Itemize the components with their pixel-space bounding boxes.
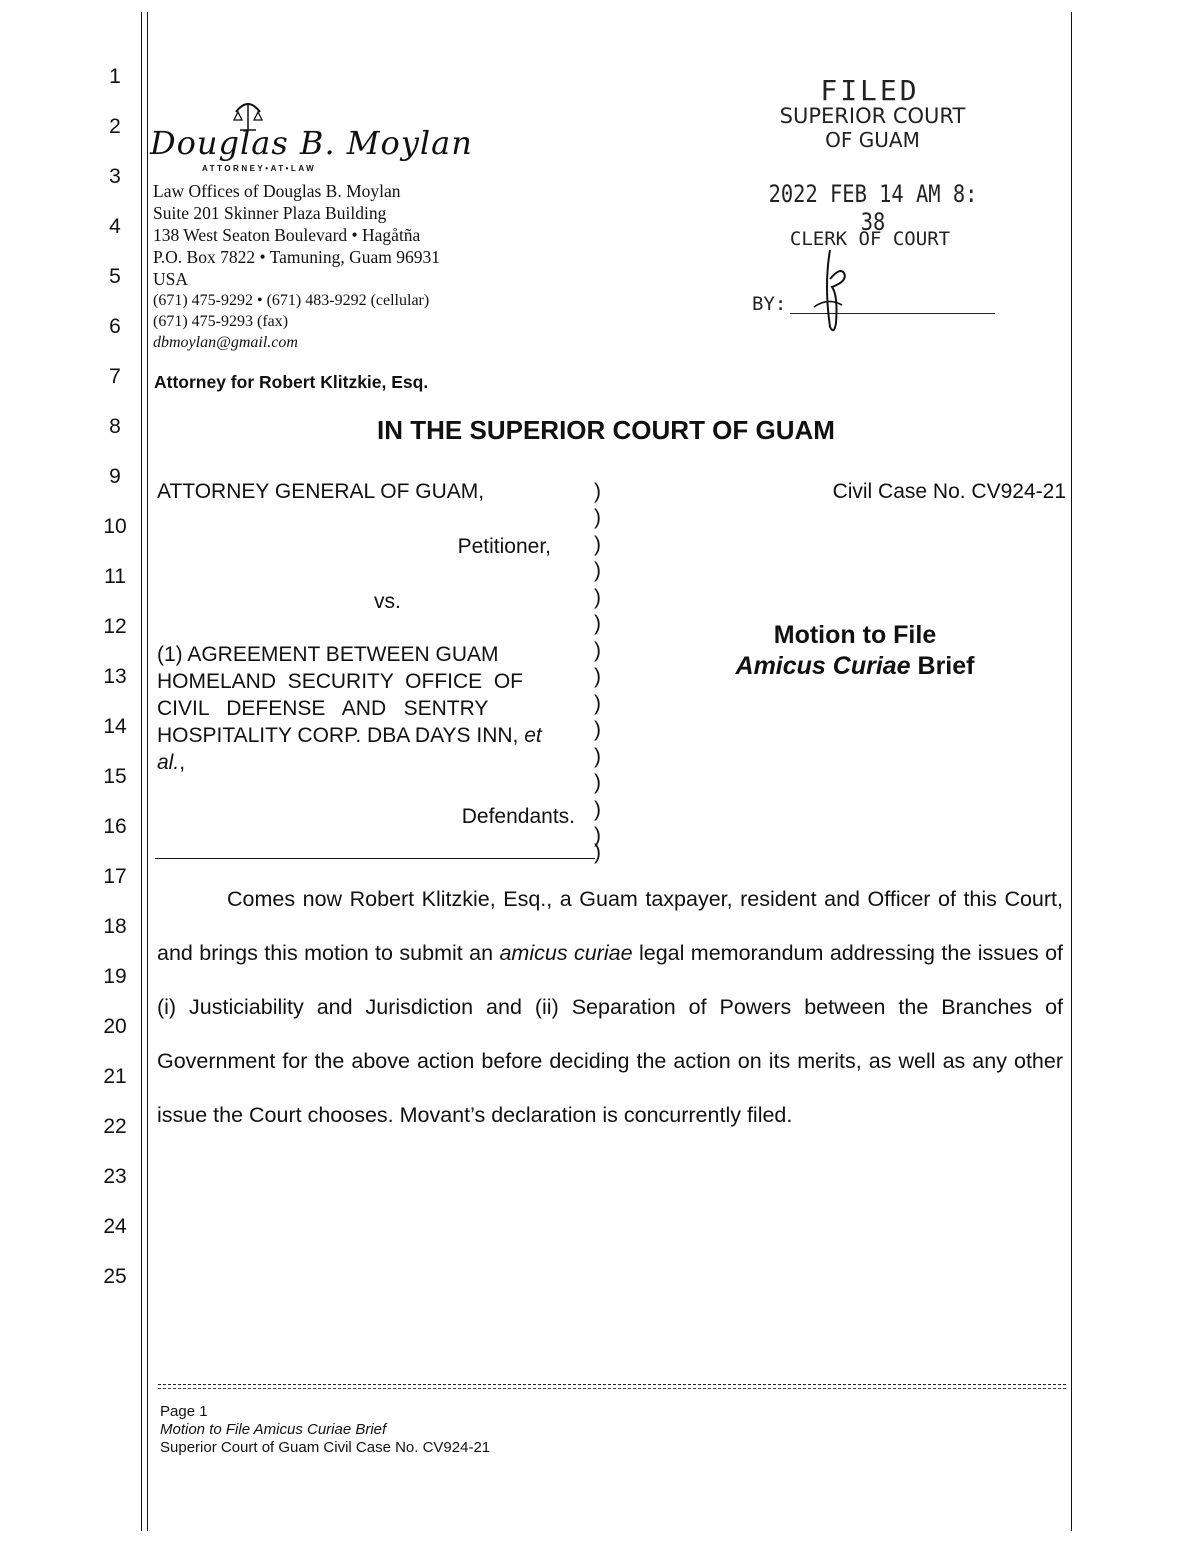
body-text-part: Comes now Robert Klitzkie, Esq., a Guam taxpayer, resident and Officer of this Court, and brings this motion to submit an — [157, 887, 1063, 965]
office-name: Law Offices of Douglas B. Moylan — [153, 181, 401, 201]
line-number: 20 — [103, 1015, 127, 1038]
line-number: 13 — [103, 665, 127, 688]
footer-rule-2 — [158, 1388, 1066, 1389]
logo-subtitle: ATTORNEY•AT•LAW — [202, 164, 317, 173]
stamp-clerk: CLERK OF COURT — [789, 228, 951, 250]
left-margin-rule-1 — [141, 12, 142, 1531]
caption-underline — [155, 858, 595, 859]
fax-number: (671) 475-9293 (fax) — [153, 313, 289, 330]
line-number: 21 — [103, 1065, 127, 1088]
line-number: 3 — [109, 165, 121, 188]
line-number: 6 — [109, 315, 121, 338]
caption-paren: ) — [594, 798, 601, 821]
letterhead-address — [153, 180, 573, 353]
footer-rule — [158, 1384, 1066, 1385]
defendant-line — [157, 751, 185, 775]
line-number: 25 — [103, 1265, 127, 1288]
caption-paren: ) — [594, 480, 601, 503]
address-line: 138 West Seaton Boulevard • Hagåtña — [153, 225, 421, 245]
line-number: 23 — [103, 1165, 127, 1188]
line-number: 1 — [109, 65, 121, 88]
defendant-line-text: HOSPITALITY CORP. DBA DAYS INN, — [157, 724, 525, 747]
line-number: 17 — [103, 865, 127, 888]
line-number: 14 — [103, 715, 127, 738]
footer-case-reference: Superior Court of Guam Civil Case No. CV924-21 — [160, 1439, 491, 1456]
law-office-logo — [150, 102, 473, 182]
line-number: 8 — [109, 415, 121, 438]
caption-paren: ) — [594, 559, 601, 582]
line-number: 10 — [103, 515, 127, 538]
logo-signature-name: Douglas B. Moylan — [150, 124, 473, 162]
body-text-italic: amicus curiae — [499, 941, 633, 965]
stamp-court: SUPERIOR COURT — [779, 104, 966, 128]
line-number: 2 — [109, 115, 121, 138]
caption-paren: ) — [594, 612, 601, 635]
footer-document-title: Motion to File Amicus Curiae Brief — [160, 1421, 387, 1438]
clerk-initials-signature — [800, 245, 860, 335]
address-line: Suite 201 Skinner Plaza Building — [153, 203, 387, 223]
line-number: 18 — [103, 915, 127, 938]
line-number: 9 — [109, 465, 121, 488]
case-number: Civil Case No. CV924-21 — [832, 480, 1066, 503]
court-title: IN THE SUPERIOR COURT OF GUAM — [377, 415, 835, 445]
address-country: USA — [153, 269, 189, 289]
left-margin-rule-2 — [147, 12, 148, 1531]
line-number: 16 — [103, 815, 127, 838]
caption-paren: ) — [594, 841, 601, 864]
address-line: P.O. Box 7822 • Tamuning, Guam 96931 — [153, 247, 441, 267]
body-text-part: legal memorandum addressing the issues of (i) Justiciability and Jurisdiction and (ii) Separation of Powers between the Branches of Government for the above action before deciding the action on its merits, as well as any other issue the Court chooses. Movant’s declaration is concurrently filed. — [157, 941, 1064, 1127]
line-number: 12 — [103, 615, 127, 638]
caption-paren: ) — [594, 718, 601, 741]
caption-paren: ) — [594, 692, 601, 715]
page-footer — [160, 1403, 490, 1457]
versus: vs. — [374, 590, 401, 613]
caption-paren: ) — [594, 639, 601, 662]
caption-paren: ) — [594, 533, 601, 556]
caption-paren: ) — [594, 665, 601, 688]
line-number: 22 — [103, 1115, 127, 1138]
defendant-line — [157, 724, 542, 748]
et-al-italic: et — [524, 724, 542, 747]
motion-body-paragraph — [157, 872, 1063, 1142]
amicus-curiae-italic: Amicus Curiae — [735, 652, 911, 680]
defendant-line: CIVIL DEFENSE AND SENTRY — [157, 697, 489, 720]
caption-paren: ) — [594, 506, 601, 529]
line-number: 7 — [109, 365, 121, 388]
line-number: 4 — [109, 215, 121, 238]
petitioner-party: ATTORNEY GENERAL OF GUAM, — [157, 480, 485, 503]
caption-paren: ) — [594, 586, 601, 609]
motion-title-line-1: Motion to File — [773, 621, 937, 649]
motion-title-line-2 — [660, 652, 1050, 681]
line-number: 24 — [103, 1215, 127, 1238]
right-margin-rule — [1071, 12, 1072, 1531]
et-al-italic: al. — [157, 751, 180, 774]
stamp-filed: FILED — [820, 74, 920, 107]
line-number: 19 — [103, 965, 127, 988]
petitioner-label: Petitioner, — [457, 535, 551, 558]
stamp-court-location: OF GUAM — [825, 128, 920, 152]
caption-paren: ) — [594, 824, 601, 847]
brief-word: Brief — [910, 652, 975, 680]
defendant-line: HOMELAND SECURITY OFFICE OF — [157, 670, 523, 693]
defendant-label: Defendants. — [461, 805, 575, 828]
stamp-datetime: 2022 FEB 14 AM 8: 38 — [768, 180, 978, 236]
caption-paren: ) — [594, 771, 601, 794]
page-number: Page 1 — [160, 1403, 208, 1420]
defendant-line: (1) AGREEMENT BETWEEN GUAM — [157, 643, 499, 666]
caption-paren: ) — [594, 745, 601, 768]
email-address: dbmoylan@gmail.com — [153, 334, 298, 351]
attorney-for-line: Attorney for Robert Klitzkie, Esq. — [154, 372, 429, 392]
line-number: 15 — [103, 765, 127, 788]
defendant-line-tail: , — [179, 751, 186, 774]
line-number: 11 — [104, 565, 126, 588]
phone-numbers: (671) 475-9292 • (671) 483-9292 (cellular) — [153, 292, 430, 309]
line-number: 5 — [109, 265, 121, 288]
stamp-by: BY: — [752, 293, 787, 315]
